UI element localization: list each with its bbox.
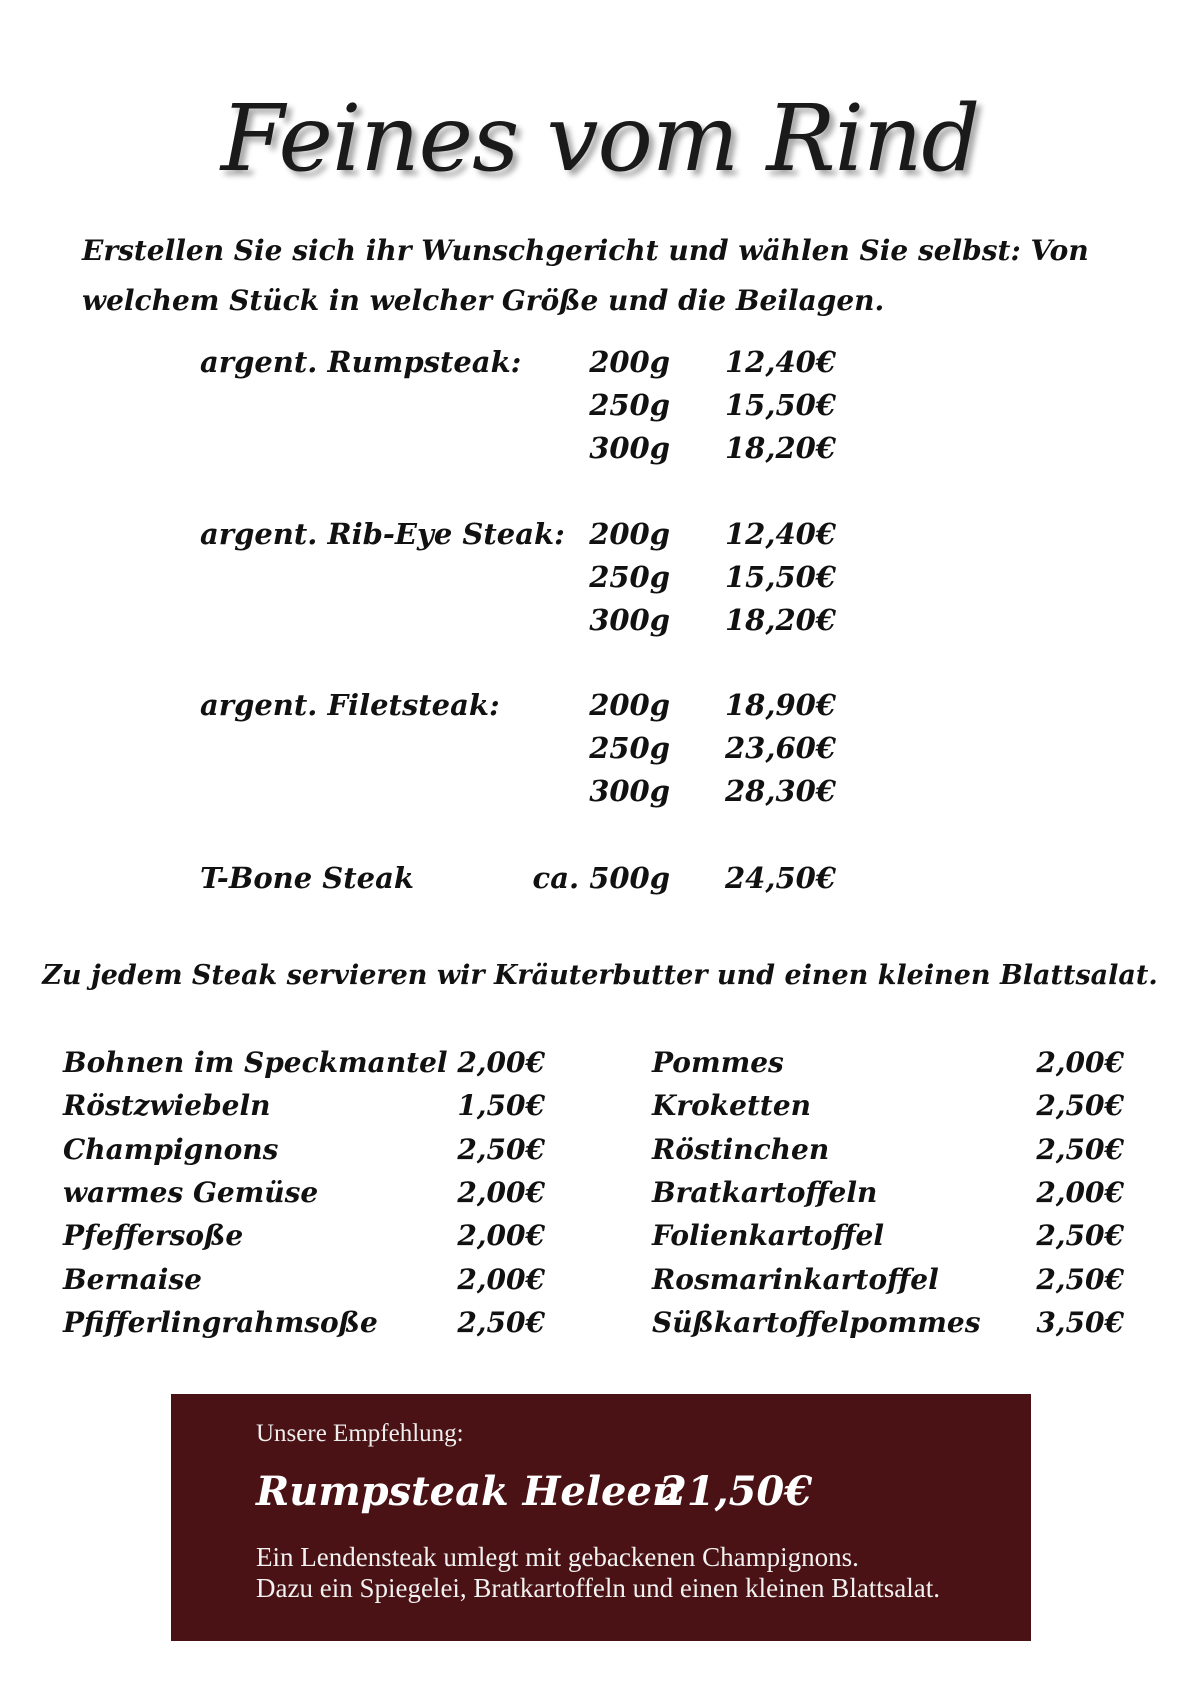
steak-price: 28,30€ bbox=[725, 774, 836, 808]
side-dish-price: 2,50€ bbox=[457, 1306, 545, 1339]
side-dish-name: warmes Gemüse bbox=[63, 1176, 319, 1209]
steak-price: 15,50€ bbox=[725, 560, 836, 594]
steak-weight: 250g bbox=[589, 388, 670, 422]
side-dish-name: Folienkartoffel bbox=[652, 1219, 884, 1252]
recommendation-dish: Rumpsteak Heleen bbox=[256, 1468, 682, 1515]
side-dish-name: Bernaise bbox=[63, 1263, 202, 1296]
side-dish-price: 2,50€ bbox=[1036, 1263, 1124, 1296]
steak-price-row bbox=[0, 731, 1200, 775]
side-dish-price: 2,00€ bbox=[1036, 1176, 1124, 1209]
side-dish-row bbox=[0, 1263, 1200, 1307]
recommendation-description-line: Dazu ein Spiegelei, Bratkartoffeln und einen kleinen Blattsalat. bbox=[256, 1573, 941, 1603]
side-dish-price: 1,50€ bbox=[457, 1089, 545, 1122]
recommendation-label: Unsere Empfehlung: bbox=[256, 1420, 464, 1447]
side-dish-row bbox=[0, 1133, 1200, 1177]
steak-weight: 200g bbox=[589, 688, 670, 722]
steak-price: 18,20€ bbox=[725, 603, 836, 637]
steak-weight: 200g bbox=[589, 345, 670, 379]
recommendation-description-line: Ein Lendensteak umlegt mit gebackenen Champignons. bbox=[256, 1542, 859, 1572]
side-dish-name: Pfifferlingrahmsoße bbox=[63, 1306, 378, 1339]
side-dish-price: 2,50€ bbox=[1036, 1219, 1124, 1252]
recommendation-box bbox=[171, 1394, 1031, 1641]
steak-weight: ca. 500g bbox=[532, 861, 670, 895]
side-dish-name: Kroketten bbox=[652, 1089, 812, 1122]
steak-price-row bbox=[0, 345, 1200, 389]
steak-name: argent. Rib-Eye Steak: bbox=[200, 517, 565, 551]
side-dish-row bbox=[0, 1176, 1200, 1220]
menu-title: Feines vom Rind bbox=[220, 85, 980, 192]
side-dish-name: Röstzwiebeln bbox=[63, 1089, 271, 1122]
side-dish-name: Bohnen im Speckmantel bbox=[63, 1046, 448, 1079]
side-dish-price: 2,50€ bbox=[457, 1133, 545, 1166]
steak-price: 12,40€ bbox=[725, 517, 836, 551]
side-dish-row bbox=[0, 1089, 1200, 1133]
steak-price-row bbox=[0, 431, 1200, 475]
side-dish-name: Pfeffersoße bbox=[63, 1219, 244, 1252]
side-dish-price: 2,00€ bbox=[457, 1046, 545, 1079]
side-dish-price: 2,00€ bbox=[1036, 1046, 1124, 1079]
intro-text: Erstellen Sie sich ihr Wunschgericht und wählen Sie selbst: Von welchem Stück in welcher Größe und die Beilagen. bbox=[82, 234, 1089, 317]
side-dish-row bbox=[0, 1046, 1200, 1090]
steak-price-row bbox=[0, 517, 1200, 561]
recommendation-description bbox=[256, 1542, 1016, 1604]
steak-price-row bbox=[0, 688, 1200, 732]
steak-weight: 250g bbox=[589, 560, 670, 594]
steak-price-row bbox=[0, 774, 1200, 818]
side-dish-price: 2,00€ bbox=[457, 1263, 545, 1296]
side-dish-name: Rosmarinkartoffel bbox=[652, 1263, 939, 1296]
steak-price: 18,90€ bbox=[725, 688, 836, 722]
steak-name: argent. Filetsteak: bbox=[200, 688, 500, 722]
side-dish-name: Champignons bbox=[63, 1133, 279, 1166]
side-dish-name: Röstinchen bbox=[652, 1133, 830, 1166]
steak-price-row bbox=[0, 603, 1200, 647]
steak-name: T-Bone Steak bbox=[200, 861, 414, 895]
side-dish-name: Süßkartoffelpommes bbox=[652, 1306, 981, 1339]
side-dish-price: 2,00€ bbox=[457, 1219, 545, 1252]
steak-weight: 300g bbox=[589, 431, 670, 465]
side-dish-row bbox=[0, 1306, 1200, 1350]
side-dish-name: Bratkartoffeln bbox=[652, 1176, 878, 1209]
steak-weight: 300g bbox=[589, 774, 670, 808]
side-dish-name: Pommes bbox=[652, 1046, 784, 1079]
steak-weight: 200g bbox=[589, 517, 670, 551]
steak-price: 23,60€ bbox=[725, 731, 836, 765]
steak-price: 12,40€ bbox=[725, 345, 836, 379]
side-dish-row bbox=[0, 1219, 1200, 1263]
side-dish-price: 2,00€ bbox=[457, 1176, 545, 1209]
side-dish-price: 3,50€ bbox=[1036, 1306, 1124, 1339]
steak-weight: 300g bbox=[589, 603, 670, 637]
steak-price-row bbox=[0, 560, 1200, 604]
recommendation-price: 21,50€ bbox=[659, 1468, 813, 1515]
steak-name: argent. Rumpsteak: bbox=[200, 345, 522, 379]
steak-price-row bbox=[0, 861, 1200, 905]
steak-price: 24,50€ bbox=[725, 861, 836, 895]
steak-price: 18,20€ bbox=[725, 431, 836, 465]
steak-note: Zu jedem Steak servieren wir Kräuterbutter und einen kleinen Blattsalat. bbox=[42, 960, 1158, 991]
steak-price: 15,50€ bbox=[725, 388, 836, 422]
side-dish-price: 2,50€ bbox=[1036, 1089, 1124, 1122]
steak-weight: 250g bbox=[589, 731, 670, 765]
steak-price-row bbox=[0, 388, 1200, 432]
side-dish-price: 2,50€ bbox=[1036, 1133, 1124, 1166]
